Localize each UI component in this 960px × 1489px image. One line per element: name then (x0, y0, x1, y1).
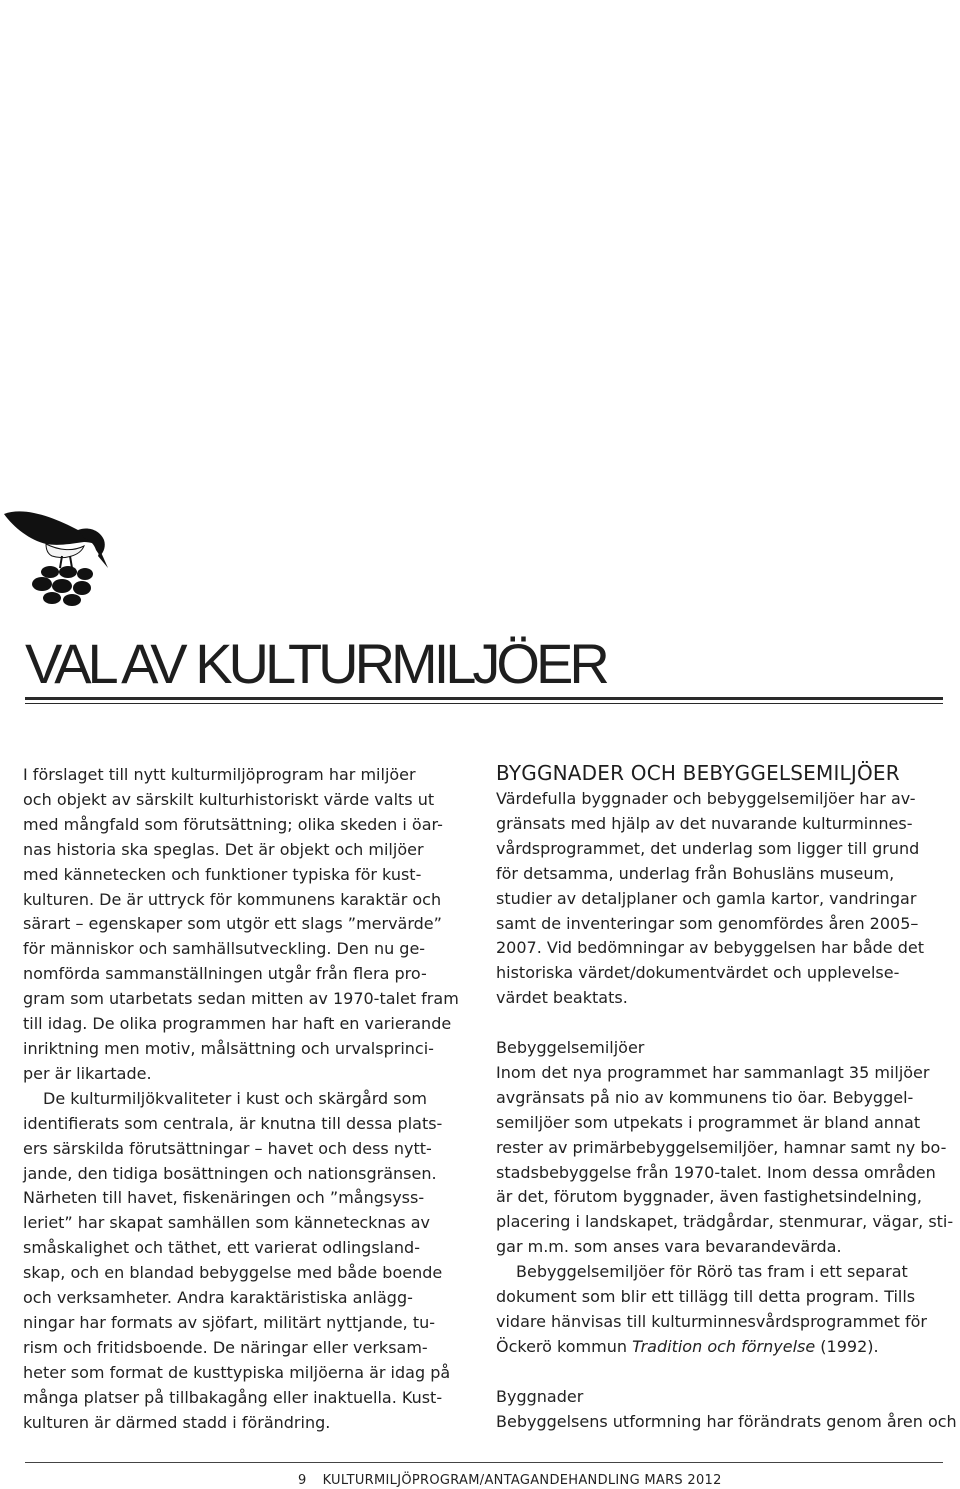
body-line: gar m.m. som anses vara bevarandevärda. (496, 1237, 842, 1257)
body-line: gränsats med hjälp av det nuvarande kulturminnes- (496, 813, 913, 833)
body-line: för detsamma, underlag från Bohusläns museum, (496, 863, 895, 883)
body-line: per är likartade. (23, 1063, 152, 1083)
subheading: Byggnader (496, 1386, 584, 1406)
body-line: nomförda sammanställningen utgår från flera pro- (23, 964, 427, 984)
section-heading: BYGGNADER OCH BEBYGGELSEMILJÖER (496, 761, 900, 785)
body-line: inriktning men motiv, målsättning och urvalsprinci- (23, 1038, 434, 1058)
body-line: avgränsats på nio av kommunens tio öar. Bebyggel- (496, 1087, 914, 1107)
body-line: kulturen är därmed stadd i förändring. (23, 1412, 331, 1432)
footer-rule (25, 1462, 943, 1463)
body-line: dokument som blir ett tillägg till detta program. Tills (496, 1287, 916, 1307)
body-line: Närheten till havet, fiskenäringen och ”mångsyss- (23, 1188, 425, 1208)
page-footer (298, 1473, 722, 1489)
body-line: för människor och samhällsutveckling. Den nu ge- (23, 939, 426, 959)
bird-on-stones-icon (0, 500, 118, 612)
body-line: Bebyggelsens utformning har förändrats genom åren och (496, 1411, 957, 1431)
body-line: semiljöer som utpekats i programmet är bland annat (496, 1112, 921, 1132)
body-line: leriet” har skapat samhällen som kännetecknas av (23, 1213, 431, 1233)
body-text: (1992). (815, 1336, 879, 1356)
page-number: 9 (298, 1473, 307, 1488)
title-rule-thick (25, 697, 943, 700)
title-rule-thin (25, 703, 943, 704)
body-line: värdet beaktats. (496, 988, 628, 1008)
body-line: De kulturmiljökvaliteter i kust och skärgård som (43, 1088, 427, 1108)
body-line: med mångfald som förutsättning; olika skeden i öar- (23, 814, 443, 834)
body-line: stadsbebyggelse från 1970-talet. Inom dessa områden (496, 1162, 936, 1182)
body-line: rester av primärbebyggelsemiljöer, hamnar samt ny bo- (496, 1137, 947, 1157)
footer-text: KULTURMILJÖPROGRAM/ANTAGANDEHANDLING MARS 2012 (322, 1473, 722, 1488)
body-line: 2007. Vid bedömningar av bebyggelsen har både det (496, 938, 924, 958)
body-line: heter som format de kusttypiska miljöerna är idag på (23, 1362, 451, 1382)
body-line: särart – egenskaper som utgör ett slags ”mervärde” (23, 914, 442, 934)
body-line: och objekt av särskilt kulturhistoriskt värde valts ut (23, 789, 435, 809)
body-line: småskalighet och täthet, ett varierat odlingsland- (23, 1238, 420, 1258)
body-line: Värdefulla byggnader och bebyggelsemiljöer har av- (496, 789, 916, 808)
body-line: många platser på tillbakagång eller inaktuella. Kust- (23, 1387, 443, 1407)
body-line: gram som utarbetats sedan mitten av 1970-talet fram (23, 989, 459, 1009)
body-line: I förslaget till nytt kulturmiljöprogram har miljöer (23, 765, 416, 784)
subheading: Bebyggelsemiljöer (496, 1038, 645, 1058)
page-title: VAL AV KULTURMILJÖER (25, 632, 606, 695)
body-line: och verksamheter. Andra karaktäristiska anlägg- (23, 1288, 413, 1308)
body-line: historiska värdet/dokumentvärdet och upplevelse- (496, 963, 900, 983)
body-line: Bebyggelsemiljöer för Rörö tas fram i ett separat (516, 1262, 908, 1282)
body-line: ningar har formats av sjöfart, militärt nyttjande, tu- (23, 1312, 435, 1332)
left-column (23, 763, 459, 1435)
body-line: till idag. De olika programmen har haft en varierande (23, 1014, 452, 1034)
body-line: rism och fritidsboende. De näringar eller verksam- (23, 1337, 428, 1357)
body-line: vidare hänvisas till kulturminnesvårdsprogrammet för (496, 1312, 927, 1332)
body-line: samt de inventeringar som genomfördes åren 2005– (496, 913, 919, 933)
right-column (496, 760, 957, 1435)
body-line: skap, och en blandad bebyggelse med både boende (23, 1263, 443, 1283)
body-line: är det, förutom byggnader, även fastighetsindelning, (496, 1187, 923, 1207)
body-line: jande, den tidiga bosättningen och nationsgränsen. (23, 1163, 437, 1183)
body-line: placering i landskapet, trädgårdar, stenmurar, vägar, sti- (496, 1212, 954, 1232)
body-line: identifierats som centrala, är knutna till dessa plats- (23, 1113, 443, 1133)
body-line-with-title (496, 1335, 936, 1360)
body-line: nas historia ska speglas. Det är objekt och miljöer (23, 839, 424, 859)
body-line: Inom det nya programmet har sammanlagt 35 miljöer (496, 1062, 930, 1082)
publication-title: Tradition och förnyelse (632, 1336, 816, 1356)
body-line: vårdsprogrammet, det underlag som ligger till grund (496, 838, 920, 858)
body-line: studier av detaljplaner och gamla kartor, vandringar (496, 888, 917, 908)
body-line: ers särskilda förutsättningar – havet och dess nytt- (23, 1138, 432, 1158)
body-text: Öckerö kommun (496, 1336, 633, 1356)
body-line: med kännetecken och funktioner typiska för kust- (23, 864, 422, 884)
body-line: kulturen. De är uttryck för kommunens karaktär och (23, 889, 442, 909)
